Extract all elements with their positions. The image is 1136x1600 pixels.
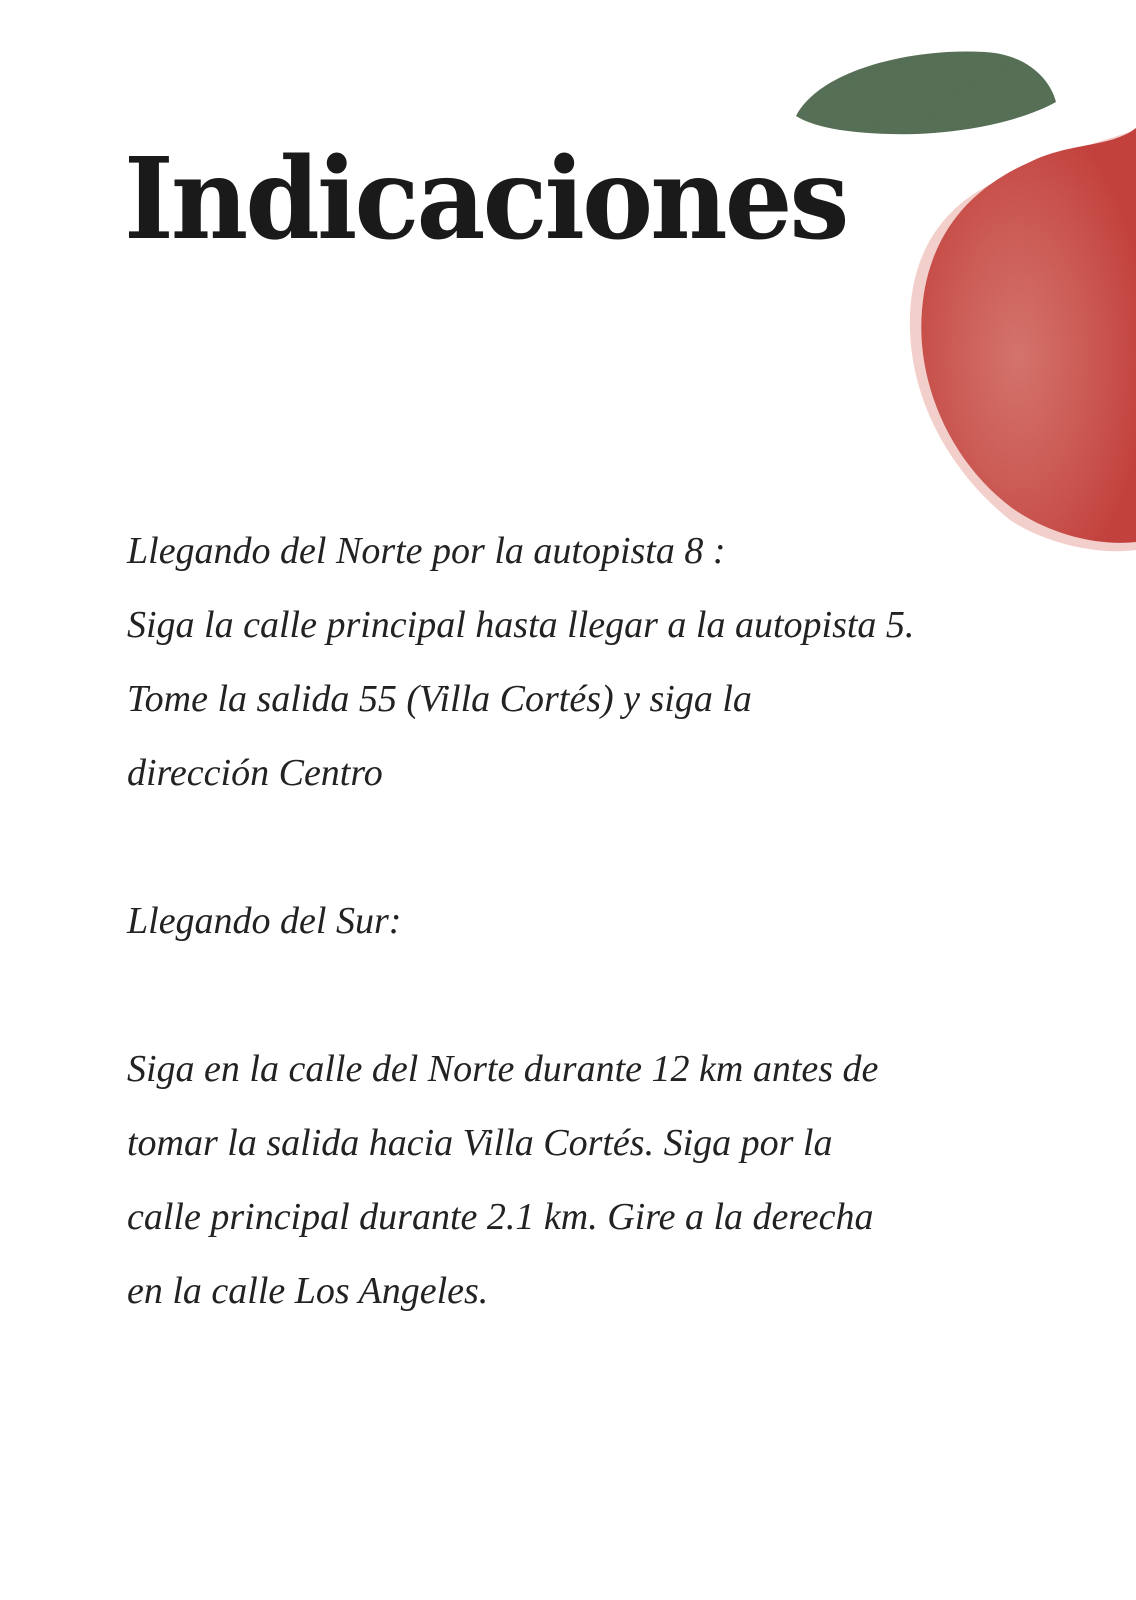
north-line: Siga la calle principal hasta llegar a la autopista 5. [127,604,915,646]
north-directions [127,514,914,810]
south-line: calle principal durante 2.1 km. Gire a la derecha [127,1196,874,1238]
south-directions [127,1032,878,1328]
apple-icon [780,30,1136,570]
north-line: dirección Centro [127,752,383,794]
south-line: en la calle Los Angeles. [127,1270,489,1312]
north-line: Llegando del Norte por la autopista 8 : [127,530,726,572]
apple-body [921,128,1136,543]
page-title: Indicaciones [124,134,847,265]
south-heading: Llegando del Sur: [127,900,402,942]
south-line: Siga en la calle del Norte durante 12 km antes de [127,1048,879,1090]
leaf-shape [796,52,1056,135]
south-line: tomar la salida hacia Villa Cortés. Siga por la [127,1122,833,1164]
north-line: Tome la salida 55 (Villa Cortés) y siga la [127,678,752,720]
